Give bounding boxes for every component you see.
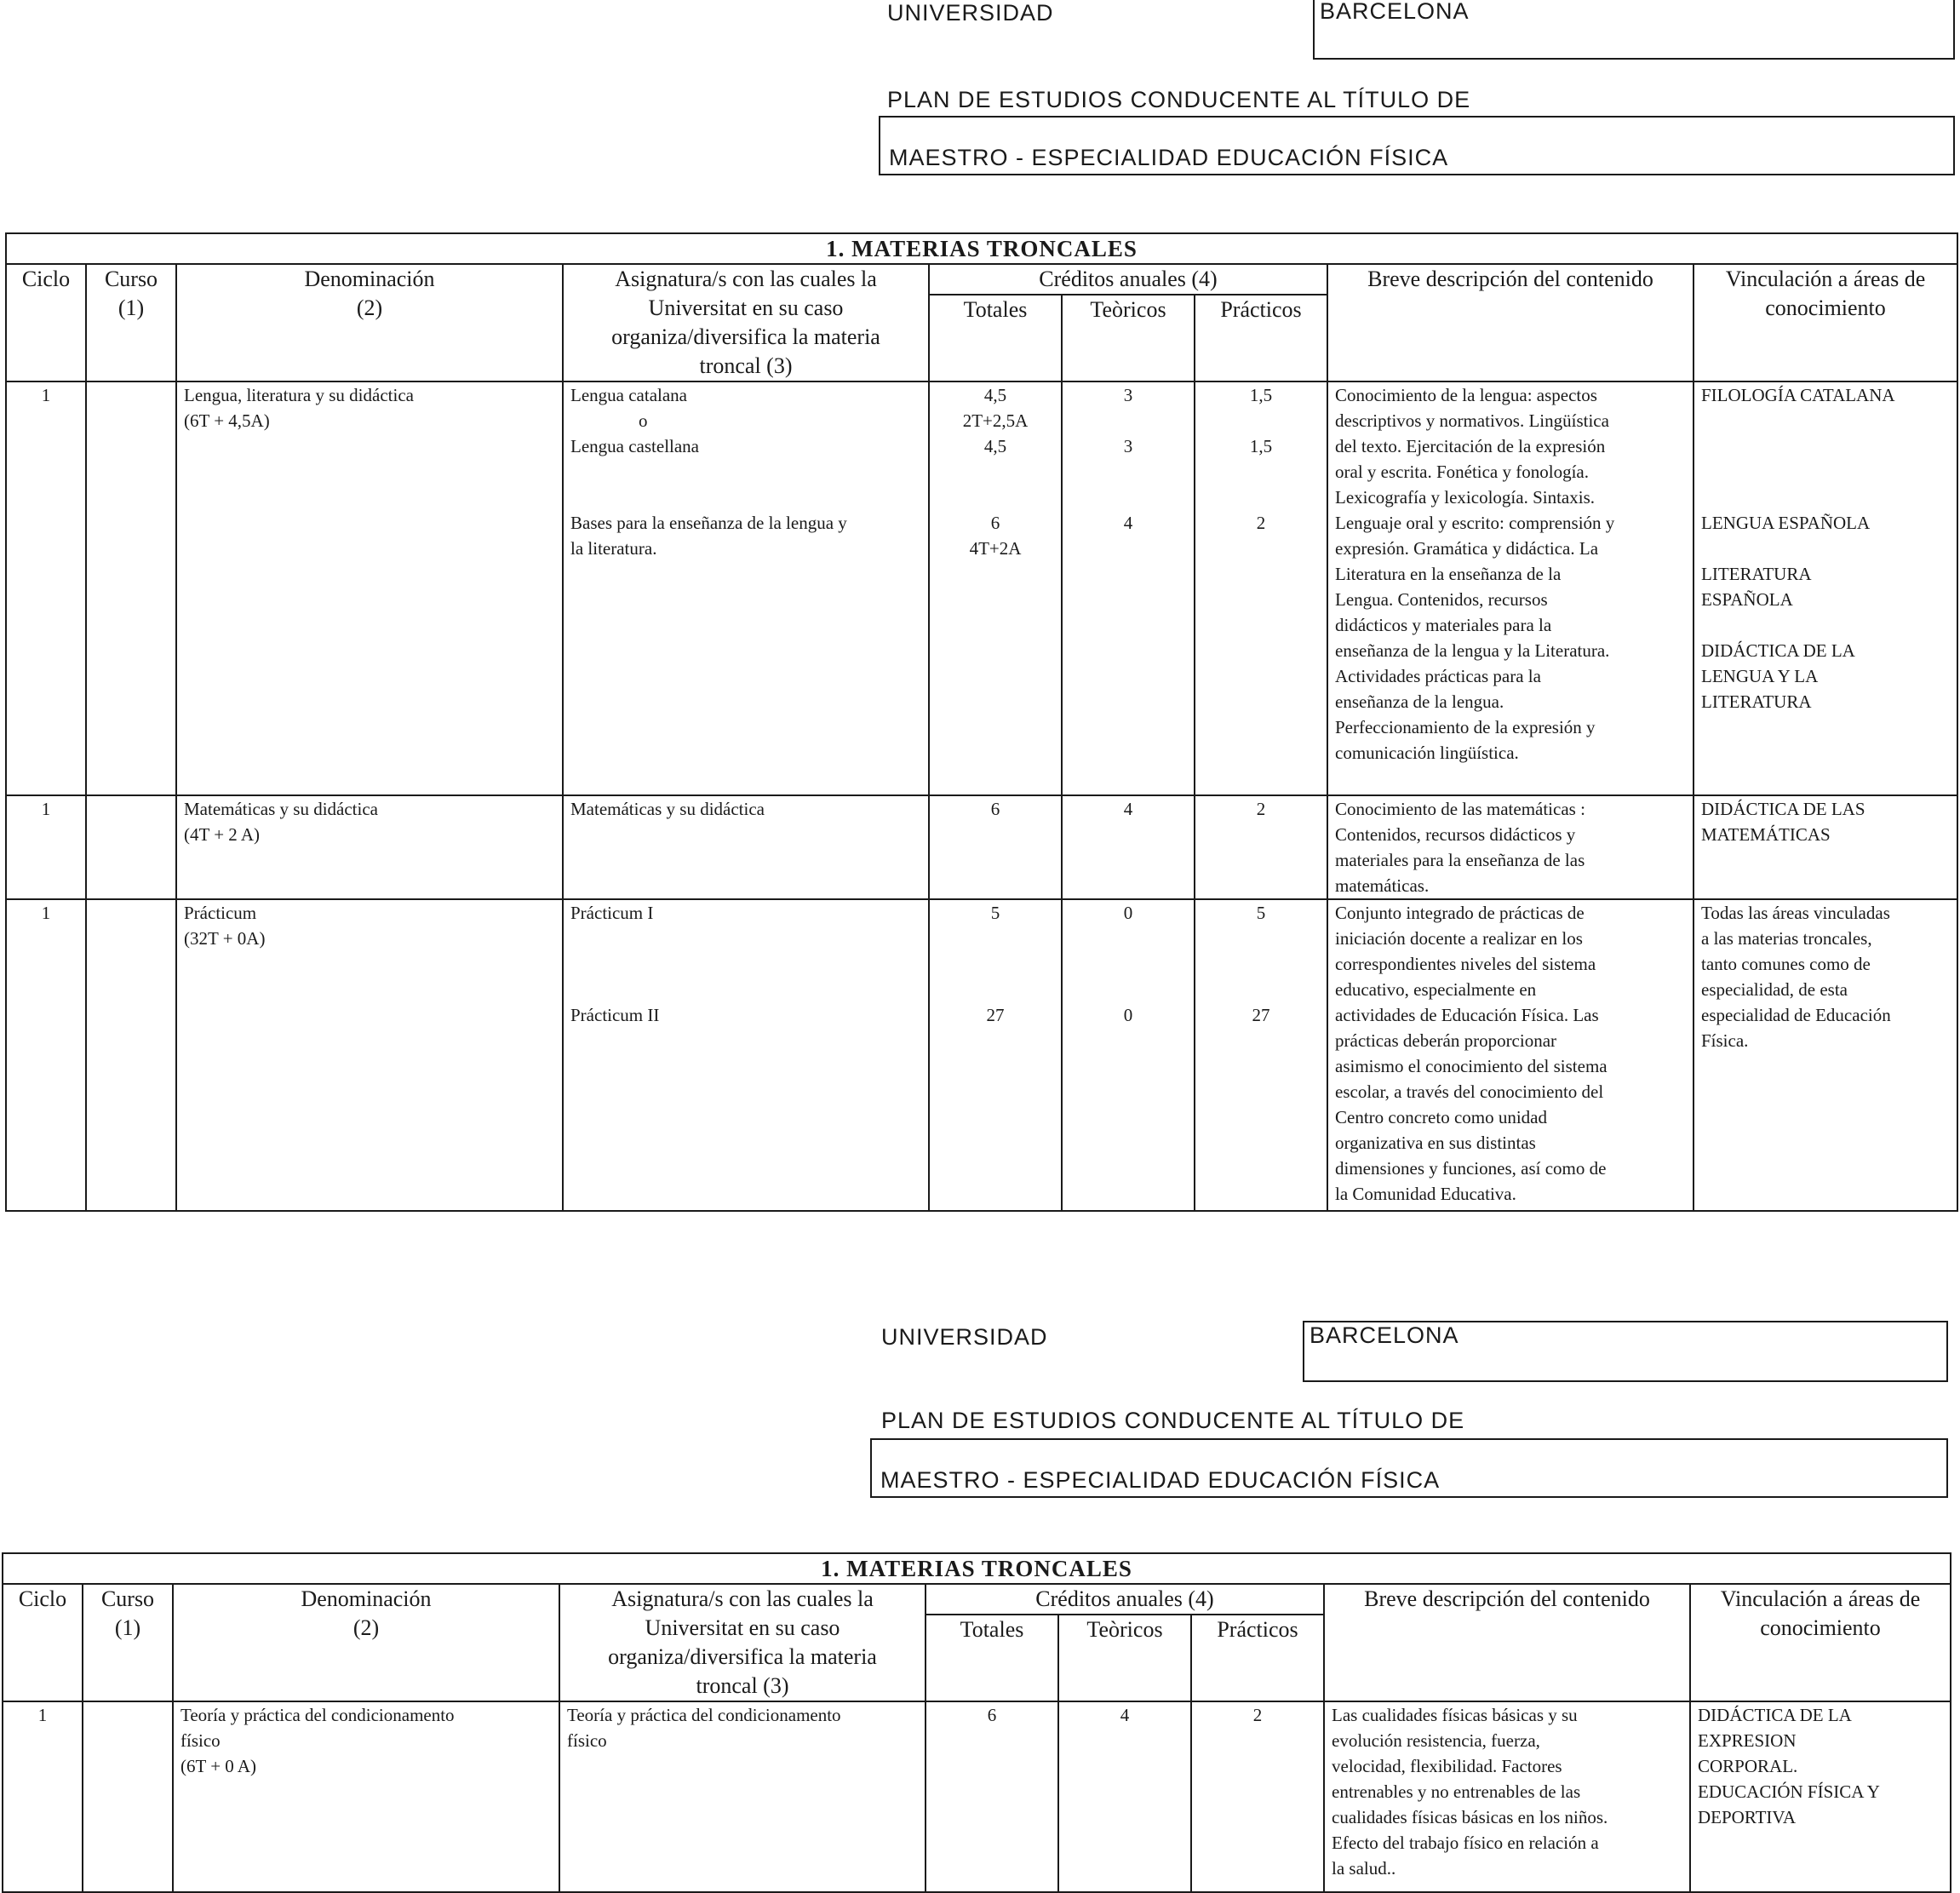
col-practicos: Prácticos <box>1191 1615 1324 1701</box>
universidad-value: BARCELONA <box>1310 1322 1459 1348</box>
col-descripcion: Breve descripción del contenido <box>1324 1584 1690 1701</box>
col-totales: Totales <box>926 1615 1058 1701</box>
cell-asignaturas: Prácticum I Prácticum II <box>563 899 929 1211</box>
cell-asignaturas: Teoría y práctica del condicionamento físico <box>559 1701 926 1892</box>
col-denominacion: Denominación (2) <box>176 264 563 381</box>
universidad-box <box>1313 0 1955 60</box>
cell-descripcion: Conocimiento de las matemáticas : Contenidos, recursos didácticos y materiales para la enseñanza de las matemáticas. <box>1327 795 1694 899</box>
plan-label: PLAN DE ESTUDIOS CONDUCENTE AL TÍTULO DE <box>887 87 1471 112</box>
cell-practicos: 5 27 <box>1195 899 1327 1211</box>
col-asignaturas: Asignatura/s con las cuales la Universitat en su caso organiza/diversifica la materia troncal (3) <box>563 264 929 381</box>
titulo-value: MAESTRO - ESPECIALIDAD EDUCACIÓN FÍSICA <box>889 145 1449 170</box>
cell-totales: 4,5 2T+2,5A 4,5 6 4T+2A <box>929 381 1062 795</box>
table-title: 1. MATERIAS TRONCALES <box>3 1553 1951 1584</box>
cell-asignaturas: Matemáticas y su didáctica <box>563 795 929 899</box>
table-title: 1. MATERIAS TRONCALES <box>6 233 1957 264</box>
cell-teoricos: 0 0 <box>1062 899 1195 1211</box>
cell-denominacion: Lengua, literatura y su didáctica (6T + 4,5A) <box>176 381 563 795</box>
col-ciclo: Ciclo <box>3 1584 83 1701</box>
col-creditos: Créditos anuales (4) <box>929 264 1327 295</box>
cell-practicos: 2 <box>1195 795 1327 899</box>
col-curso: Curso (1) <box>86 264 176 381</box>
col-teoricos: Teòricos <box>1058 1615 1191 1701</box>
plan-label: PLAN DE ESTUDIOS CONDUCENTE AL TÍTULO DE <box>881 1408 1465 1433</box>
cell-denominacion: Prácticum (32T + 0A) <box>176 899 563 1211</box>
col-vinculacion: Vinculación a áreas de conocimiento <box>1690 1584 1951 1701</box>
cell-practicos: 1,5 1,5 2 <box>1195 381 1327 795</box>
cell-curso <box>83 1701 173 1892</box>
titulo-box <box>870 1438 1948 1498</box>
cell-descripcion: Conjunto integrado de prácticas de iniciación docente a realizar en los correspondientes niveles del sistema educativo, especialmente en actividades de Educación Física. Las prácticas deberán proporcionar asimismo el conocimiento del sistema escolar, a través del conocimiento del Centro concreto como unidad organizativa en sus distintas dimensiones y funciones, así como de la Comunidad Educativa. <box>1327 899 1694 1211</box>
table-row <box>3 1701 1951 1892</box>
cell-practicos: 2 <box>1191 1701 1324 1892</box>
cell-totales: 6 <box>929 795 1062 899</box>
cell-asignaturas: Lengua catalana o Lengua castellana Bases para la enseñanza de la lengua y la literatura. <box>563 381 929 795</box>
cell-denominacion: Teoría y práctica del condicionamento físico (6T + 0 A) <box>173 1701 559 1892</box>
titulo-value: MAESTRO - ESPECIALIDAD EDUCACIÓN FÍSICA <box>880 1467 1441 1493</box>
cell-ciclo: 1 <box>6 381 86 795</box>
cell-descripcion: Las cualidades físicas básicas y su evolución resistencia, fuerza, velocidad, flexibilidad. Factores entrenables y no entrenables de las cualidades físicas básicas en los niños. Efecto del trabajo físico en relación a la salud.. <box>1324 1701 1690 1892</box>
universidad-label: UNIVERSIDAD <box>881 1324 1048 1350</box>
cell-descripcion: Conocimiento de la lengua: aspectos descriptivos y normativos. Lingüística del texto. Ejercitación de la expresión oral y escrita. Fonética y fonología. Lexicografía y lexicología. Sintaxis. Lenguaje oral y escrito: comprensión y expresión. Gramática y didáctica. La Literatura en la enseñanza de la Lengua. Contenidos, recursos didácticos y materiales para la enseñanza de la lengua y la Literatura. Actividades prácticas para la enseñanza de la lengua. Perfeccionamiento de la expresión y comunicación lingüística. <box>1327 381 1694 795</box>
cell-curso <box>86 381 176 795</box>
col-curso: Curso (1) <box>83 1584 173 1701</box>
cell-teoricos: 4 <box>1062 795 1195 899</box>
universidad-box <box>1303 1321 1948 1382</box>
titulo-box <box>879 116 1955 175</box>
cell-vinculacion: Todas las áreas vinculadas a las materias troncales, tanto comunes como de especialidad, de esta especialidad de Educación Física. <box>1694 899 1957 1211</box>
cell-vinculacion: DIDÁCTICA DE LAS MATEMÁTICAS <box>1694 795 1957 899</box>
cell-vinculacion: FILOLOGÍA CATALANA LENGUA ESPAÑOLA LITERATURA ESPAÑOLA DIDÁCTICA DE LA LENGUA Y LA LITERATURA <box>1694 381 1957 795</box>
cell-ciclo: 1 <box>6 899 86 1211</box>
cell-curso <box>86 899 176 1211</box>
table-row <box>6 381 1957 795</box>
col-totales: Totales <box>929 295 1062 381</box>
cell-totales: 5 27 <box>929 899 1062 1211</box>
col-descripcion: Breve descripción del contenido <box>1327 264 1694 381</box>
materias-troncales-table-1 <box>5 232 1958 1212</box>
table-row <box>6 899 1957 1211</box>
universidad-value: BARCELONA <box>1320 0 1470 24</box>
col-ciclo: Ciclo <box>6 264 86 381</box>
universidad-label: UNIVERSIDAD <box>887 0 1054 26</box>
col-denominacion: Denominación (2) <box>173 1584 559 1701</box>
cell-totales: 6 <box>926 1701 1058 1892</box>
col-asignaturas: Asignatura/s con las cuales la Universitat en su caso organiza/diversifica la materia troncal (3) <box>559 1584 926 1701</box>
col-vinculacion: Vinculación a áreas de conocimiento <box>1694 264 1957 381</box>
materias-troncales-table-2 <box>2 1552 1951 1893</box>
col-creditos: Créditos anuales (4) <box>926 1584 1324 1615</box>
cell-ciclo: 1 <box>6 795 86 899</box>
cell-teoricos: 4 <box>1058 1701 1191 1892</box>
col-practicos: Prácticos <box>1195 295 1327 381</box>
cell-ciclo: 1 <box>3 1701 83 1892</box>
cell-vinculacion: DIDÁCTICA DE LA EXPRESION CORPORAL. EDUCACIÓN FÍSICA Y DEPORTIVA <box>1690 1701 1951 1892</box>
cell-curso <box>86 795 176 899</box>
cell-denominacion: Matemáticas y su didáctica (4T + 2 A) <box>176 795 563 899</box>
col-teoricos: Teòricos <box>1062 295 1195 381</box>
cell-teoricos: 3 3 4 <box>1062 381 1195 795</box>
table-row <box>6 795 1957 899</box>
